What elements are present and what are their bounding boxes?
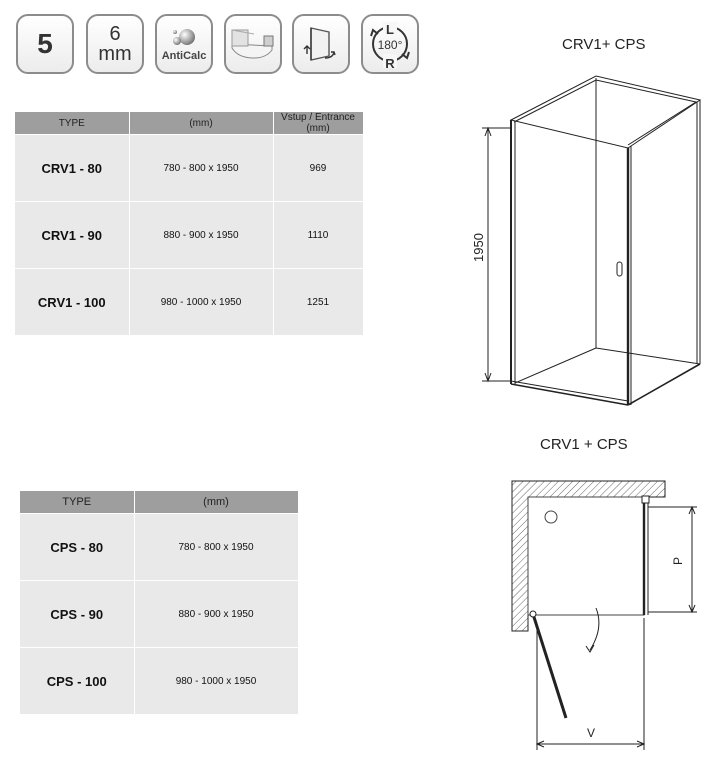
- width-dimension-label: V: [587, 726, 596, 740]
- type-cell: CRV1 - 80: [15, 135, 129, 202]
- left-label: L: [386, 22, 394, 37]
- size-cell: 880 - 900 x 1950: [129, 202, 273, 269]
- size-cell: 980 - 1000 x 1950: [134, 648, 298, 715]
- size-cell: 980 - 1000 x 1950: [129, 269, 273, 336]
- type-cell: CRV1 - 100: [15, 269, 129, 336]
- warranty-years: 5: [37, 28, 53, 59]
- size-header: (mm): [129, 112, 273, 135]
- size-header: (mm): [134, 491, 298, 514]
- drawing-3d-title: CRV1+ CPS: [562, 36, 646, 53]
- anticalc-label: AntiCalc: [161, 50, 207, 62]
- enclosure-plan-drawing: [512, 481, 697, 750]
- right-label: R: [385, 56, 395, 71]
- angle-label: 180°: [377, 38, 403, 52]
- entrance-cell: 1110: [273, 202, 363, 269]
- glass-thickness-unit: mm: [98, 43, 132, 65]
- height-dimension-label: 1950: [470, 233, 486, 262]
- size-cell: 780 - 800 x 1950: [129, 135, 273, 202]
- type-header: TYPE: [15, 112, 129, 135]
- depth-dimension-label: P: [671, 556, 686, 566]
- type-cell: CPS - 90: [20, 581, 134, 648]
- size-cell: 880 - 900 x 1950: [134, 581, 298, 648]
- enclosure-3d-drawing: [482, 76, 700, 405]
- entrance-header: Vstup / Entrance (mm): [273, 112, 363, 135]
- glass-thickness-number: 6: [109, 23, 121, 45]
- type-cell: CRV1 - 90: [15, 202, 129, 269]
- size-cell: 780 - 800 x 1950: [134, 514, 298, 581]
- type-header: TYPE: [20, 491, 134, 514]
- type-cell: CPS - 80: [20, 514, 134, 581]
- entrance-cell: 1251: [273, 269, 363, 336]
- drawing-plan-title: CRV1 + CPS: [540, 436, 628, 453]
- entrance-cell: 969: [273, 135, 363, 202]
- type-cell: CPS - 100: [20, 648, 134, 715]
